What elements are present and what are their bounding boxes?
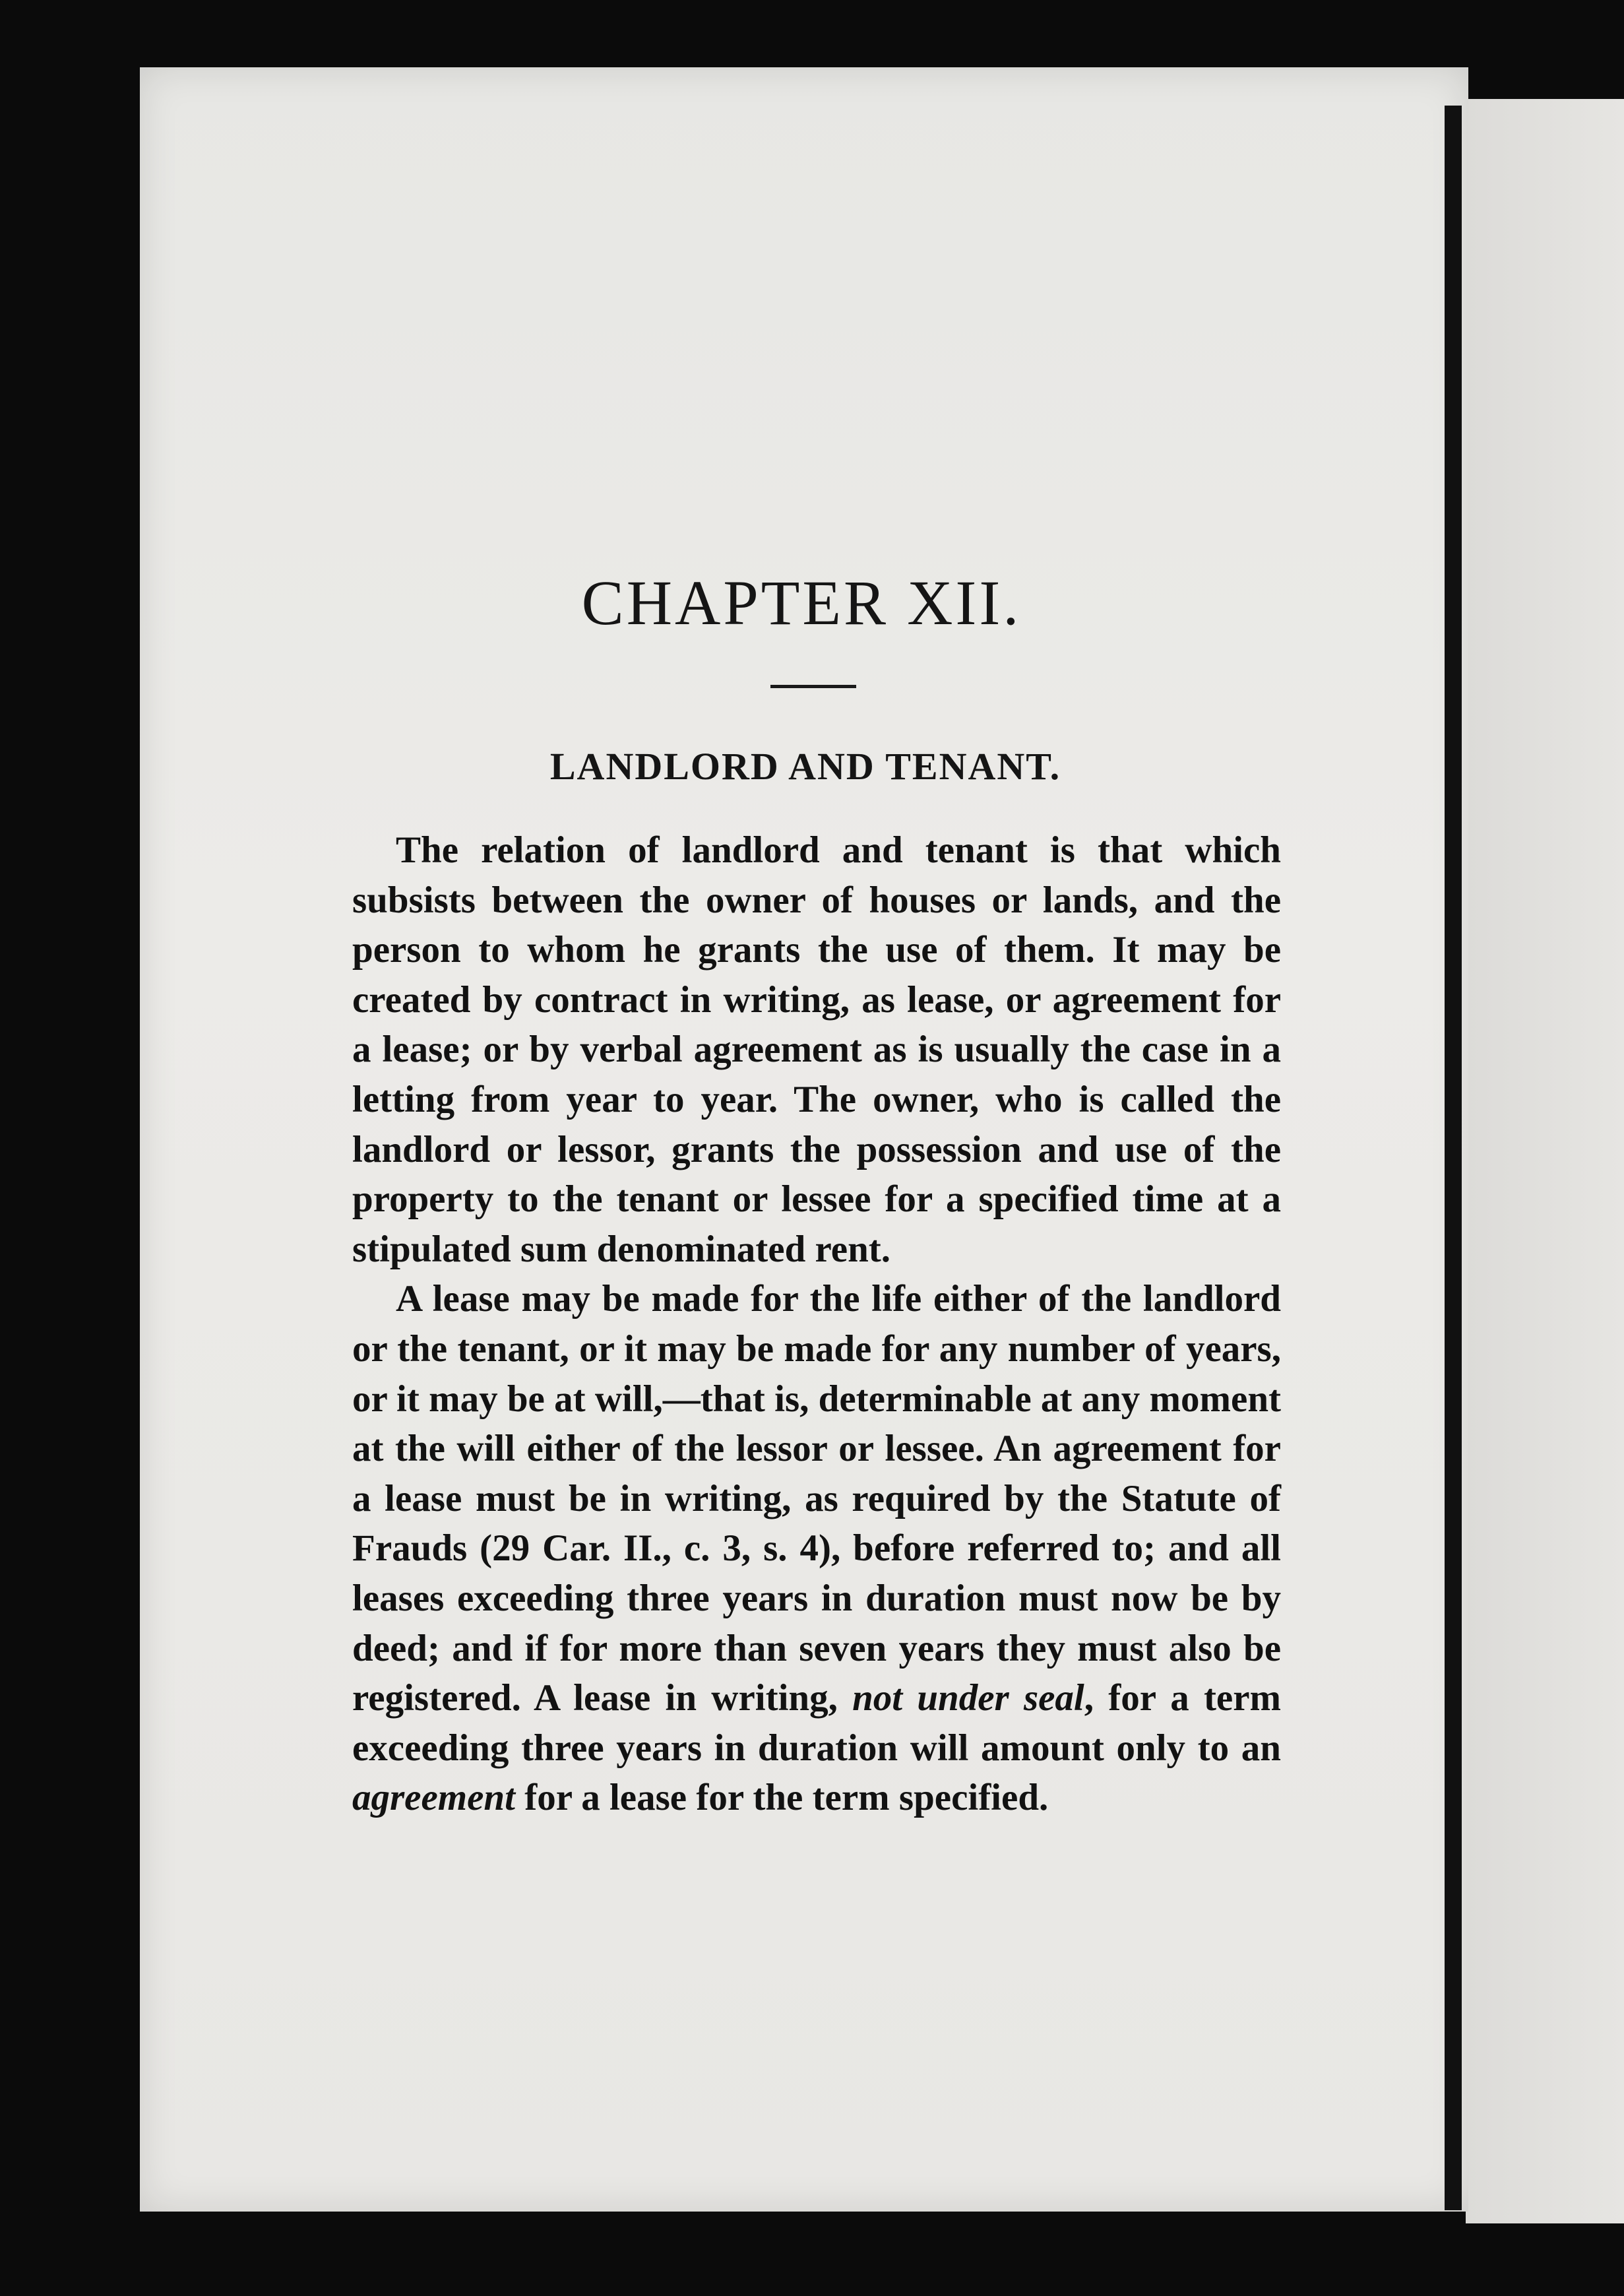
paragraph-text: , for a term exceeding three years in duration will amount only to an: [352, 1677, 1282, 1769]
title-rule: [770, 685, 856, 688]
facing-page: [1466, 99, 1624, 2223]
book-gutter: [1445, 106, 1462, 2210]
italic-phrase: not under seal: [852, 1677, 1084, 1719]
paragraph-text: A lease may be made for the life either of the landlord or the tenant, or it may be made for any number of years, or it may be at will,—that is, determinable at any moment at the will either of the lessor or lessee. An agreement for a lease must be in writing, as required by the Statute of Frauds (29 Car. II., c. 3, s. 4), before referred to; and all leases exceeding three years in duration must now be by deed; and if for more than seven years they must also be registered. A lease in writing,: [352, 1278, 1281, 1719]
paragraph-text: for a lease for the term specified.: [515, 1777, 1049, 1819]
section-heading: LANDLORD AND TENANT.: [549, 745, 1061, 788]
paragraph-text: The relation of landlord and tenant is that which subsists between the owner of houses or lands, and the person to whom he grants the use of them. It may be created by contract in writing, as lease, or agreement for a lease; or by verbal agreement as is usually the case in a letting from year to year. The owner, who is called the landlord or lessor, grants the possession and use of the property to the tenant or lessee for a specified time at a stipulated sum denominated rent.: [352, 829, 1281, 1270]
chapter-title: CHAPTER XII.: [581, 567, 1022, 638]
paragraph-lease-terms: [352, 1274, 1281, 1823]
paragraph-landlord-tenant-relation: [352, 825, 1281, 1274]
body-text: [352, 825, 1281, 1823]
italic-phrase: agreement: [352, 1777, 515, 1819]
